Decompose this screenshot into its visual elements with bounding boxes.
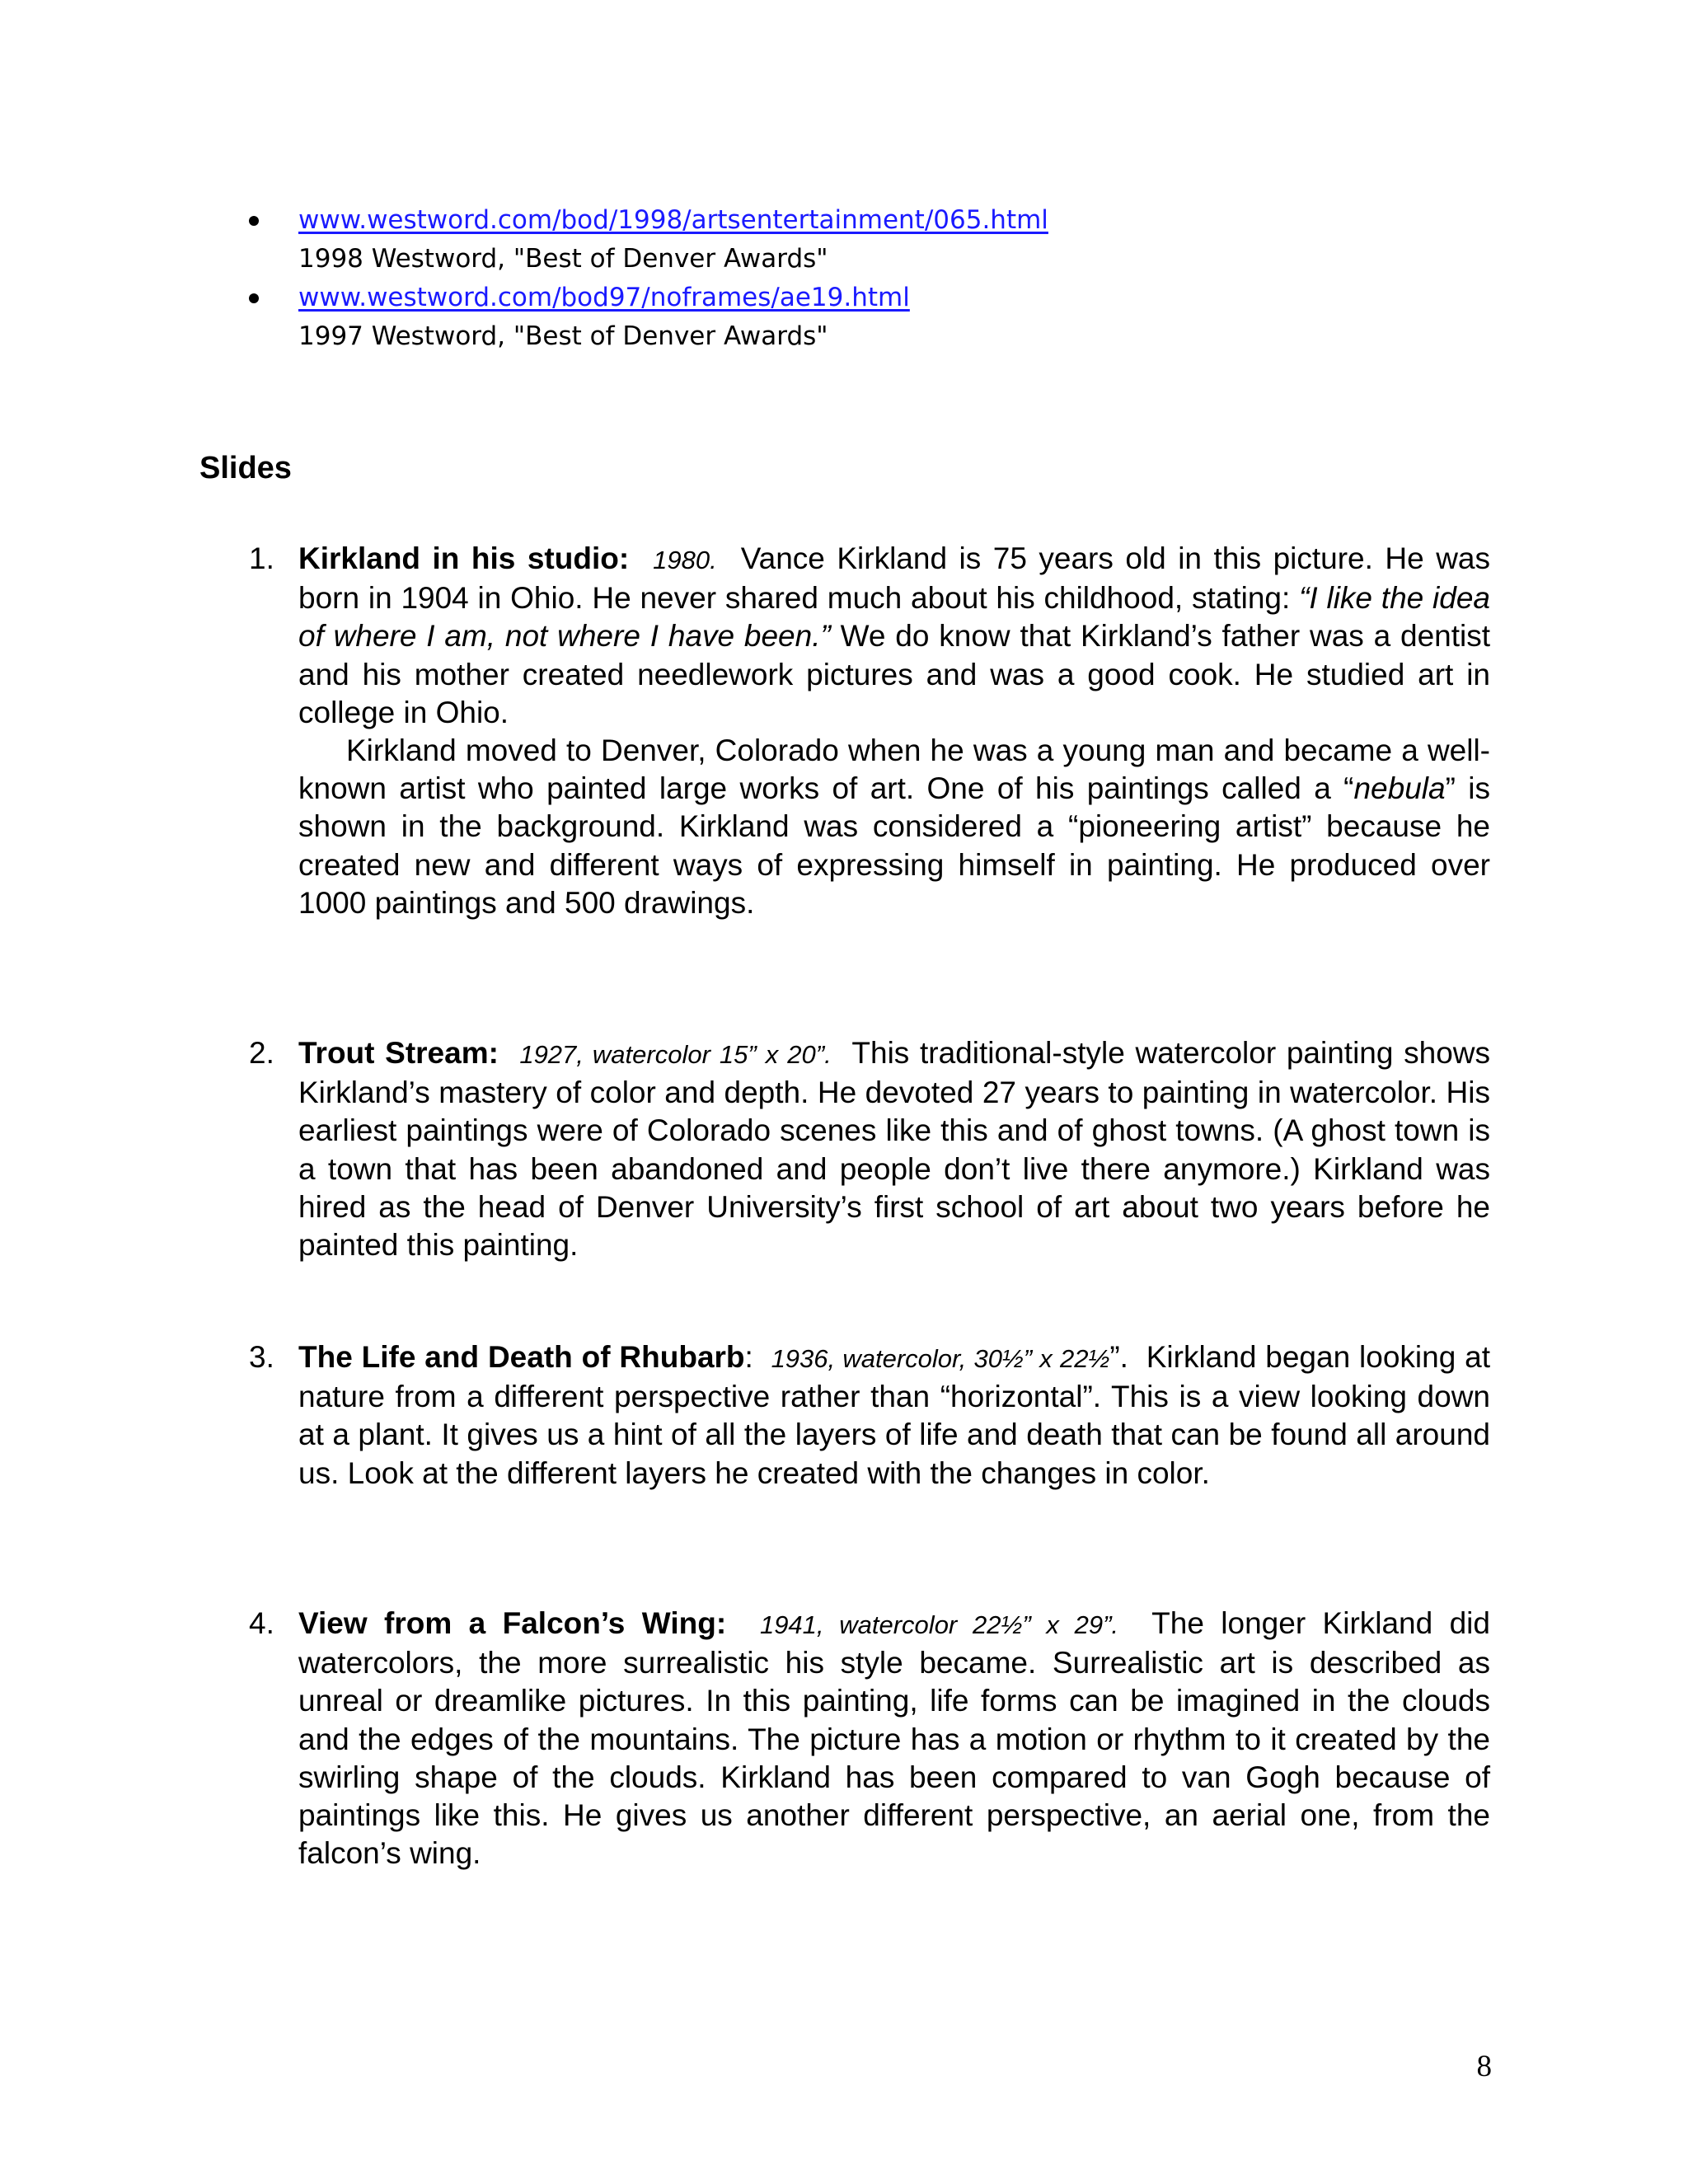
slide-title: The Life and Death of Rhubarb (298, 1340, 745, 1374)
slide-text: The longer Kirkland did watercolors, the more surrealistic his style became. Surrealistic art is described as unreal or dreamlike pictures. In this painting, life forms can be imagined in the clouds and the edges of the mountains. The picture has a motion or rhythm to it created by the swirling shape of the clouds. Kirkland has been compared to van Gogh because of paintings like this. He gives us another different perspective, an aerial one, from the falcon’s wing. (298, 1606, 1490, 1871)
slide-description (246, 1338, 1490, 1493)
bullet-icon (249, 293, 259, 303)
slide-item-2 (246, 1034, 1490, 1264)
slide-text: Kirkland began looking at nature from a different perspective rather than “horizontal”. This is a view looking down at a plant. It gives us a hint of all the layers of life and death that can be found all around us. Look at the different layers he created with the changes in color. (298, 1340, 1491, 1490)
slide-meta: 1927, watercolor 15” x 20”. (519, 1040, 832, 1069)
slide-title: Trout Stream: (298, 1036, 499, 1070)
slide-title: View from a Falcon’s Wing: (298, 1606, 727, 1640)
reference-list-item (246, 279, 1482, 356)
slide-item-4 (246, 1605, 1490, 1872)
slide-number: 2. (249, 1036, 274, 1070)
section-heading: Slides (199, 451, 292, 485)
bullet-icon (249, 216, 259, 226)
slide-meta: 1936, watercolor, 30½” x 22½ (771, 1344, 1110, 1373)
slide-paragraph (246, 732, 1490, 922)
slide-meta-suffix: ”. (1109, 1340, 1128, 1374)
slide-quote: “I like the idea of where I am, not where I have been.” (298, 581, 1490, 654)
reference-link[interactable]: www.westword.com/bod97/noframes/ae19.html (298, 283, 910, 312)
slide-meta: 1941, watercolor 22½” x 29”. (759, 1610, 1119, 1639)
slide-title: Kirkland in his studio: (298, 541, 630, 575)
page-number: 8 (1476, 2050, 1492, 2083)
reference-link-list (246, 201, 1482, 356)
slide-description (246, 1034, 1490, 1264)
slide-item-1 (246, 540, 1490, 922)
slide-text: Kirkland moved to Denver, Colorado when he was a young man and became a well-known artist who painted large works of art. One of his paintings called a “ (298, 733, 1490, 806)
slide-number: 1. (249, 541, 274, 575)
reference-description: 1998 Westword, "Best of Denver Awards" (298, 244, 828, 274)
reference-link[interactable]: www.westword.com/bod/1998/artsentertainment/065.html (298, 205, 1048, 235)
slide-text: Vance Kirkland is 75 years old in this picture. He was born in 1904 in Ohio. He never shared much about his childhood, stating: (298, 541, 1490, 616)
slide-number: 3. (249, 1340, 274, 1374)
slide-meta: 1980. (653, 546, 717, 574)
slide-description (246, 1605, 1490, 1872)
slide-description (246, 540, 1490, 732)
slide-title-suffix: : (744, 1340, 753, 1374)
reference-description: 1997 Westword, "Best of Denver Awards" (298, 321, 828, 351)
slide-text: This traditional-style watercolor painting shows Kirkland’s mastery of color and depth. He devoted 27 years to painting in watercolor. His earliest paintings were of Colorado scenes like this and of ghost towns. (A ghost town is a town that has been abandoned and people don’t live there anymore.) Kirkland was hired as the head of Denver University’s first school of art about two years before he painted this painting. (298, 1036, 1491, 1263)
slide-text: ” is shown in the background. Kirkland was considered a “pioneering artist” because he created new and different ways of expressing himself in painting. He produced over 1000 paintings and 500 drawings. (298, 771, 1490, 920)
reference-list-item (246, 201, 1482, 279)
slide-number: 4. (249, 1606, 274, 1640)
slide-item-3 (246, 1338, 1490, 1493)
slide-emphasis: nebula (1353, 771, 1446, 806)
slide-text: We do know that Kirkland’s father was a dentist and his mother created needlework pictures and was a good cook. He studied art in college in Ohio. (298, 619, 1490, 729)
